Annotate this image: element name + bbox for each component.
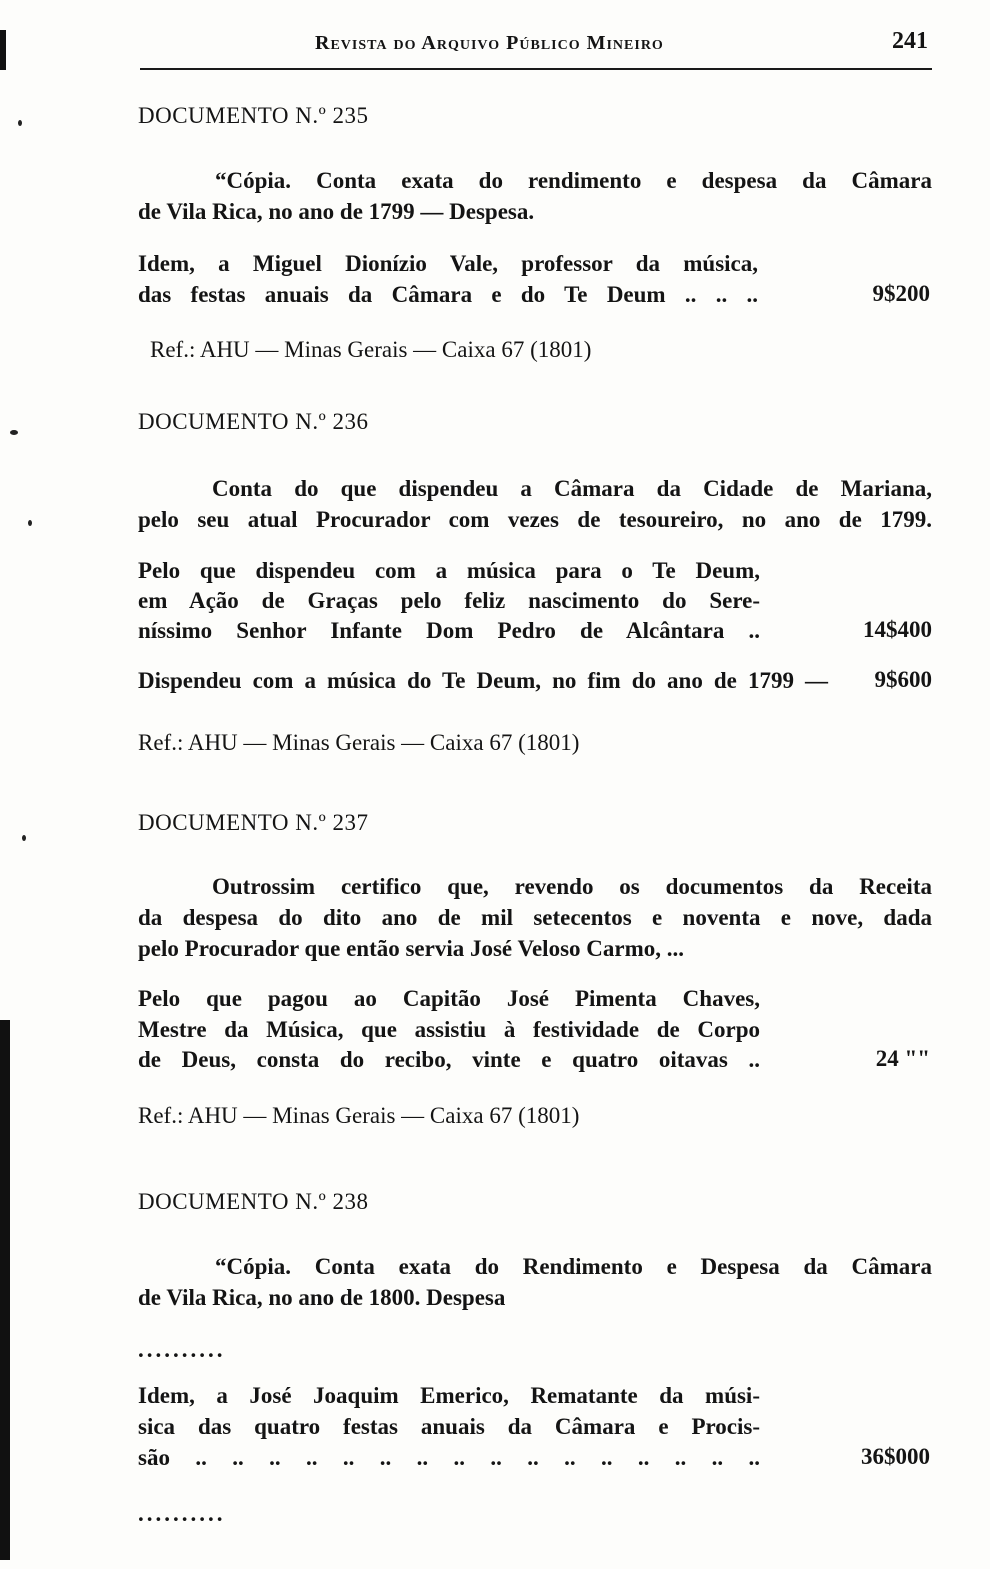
running-title: Revista do Arquivo Público Mineiro [315,32,664,54]
entry-amount: 9$600 [874,667,932,692]
document-intro-line: “Cópia. Conta exata do Rendimento e Despesa da Câmara [215,1254,932,1279]
document-intro-line: pelo Procurador que então servia José Veloso Carmo, ... [138,936,685,961]
scan-speck [22,835,26,841]
entry-amount: 14$400 [863,617,932,642]
entry-amount: 9$200 [872,281,930,306]
entry-line: sica das quatro festas anuais da Câmara e Procis- [138,1414,760,1439]
running-head [140,28,932,70]
scan-speck [10,430,18,435]
entry-line: Idem, a Miguel Dionízio Vale, professor da música, [138,251,758,276]
scan-edge-shadow [0,30,6,70]
page-number: 241 [892,28,928,54]
entry-line: de Deus, consta do recibo, vinte e quatro oitavas .. [138,1047,760,1072]
document-intro-line: “Cópia. Conta exata do rendimento e despesa da Câmara [215,168,932,193]
ellipsis-line: .......... [138,1337,226,1362]
entry-line: Pelo que dispendeu com a música para o Te Deum, [138,558,760,583]
entry-line: Idem, a José Joaquim Emerico, Rematante da músi- [138,1383,760,1408]
scan-edge-shadow [0,1020,10,1560]
entry-line: das festas anuais da Câmara e do Te Deum .. .. .. [138,282,758,307]
document-heading: DOCUMENTO N.º 237 [138,810,369,835]
entry-line: são .. .. .. .. .. .. .. .. .. .. .. .. .. .. .. .. [138,1445,760,1470]
entry-amount: 36$000 [861,1444,930,1469]
entry-line: Mestre da Música, que assistiu à festividade de Corpo [138,1017,760,1042]
entry-line: Pelo que pagou ao Capitão José Pimenta Chaves, [138,986,760,1011]
reference: Ref.: AHU — Minas Gerais — Caixa 67 (1801) [150,337,592,362]
document-heading: DOCUMENTO N.º 238 [138,1189,369,1214]
reference: Ref.: AHU — Minas Gerais — Caixa 67 (1801) [138,730,580,755]
entry-line: níssimo Senhor Infante Dom Pedro de Alcântara .. [138,618,760,643]
document-intro-line: de Vila Rica, no ano de 1799 — Despesa. [138,199,535,224]
entry-line: Dispendeu com a música do Te Deum, no fim do ano de 1799 — [138,668,828,693]
entry-amount: 24 "" [875,1046,930,1071]
entry-line: em Ação de Graças pelo feliz nascimento do Sere- [138,588,760,613]
scan-speck [28,520,32,526]
reference: Ref.: AHU — Minas Gerais — Caixa 67 (1801) [138,1103,580,1128]
document-intro-line: da despesa do dito ano de mil setecentos e noventa e nove, dada [138,905,932,930]
scan-speck [18,120,22,126]
document-intro-line: Conta do que dispendeu a Câmara da Cidade de Mariana, [212,476,932,501]
document-intro-line: Outrossim certifico que, revendo os documentos da Receita [212,874,932,899]
document-intro-line: pelo seu atual Procurador com vezes de tesoureiro, no ano de 1799. [138,507,932,532]
ellipsis-line: .......... [138,1501,226,1526]
document-heading: DOCUMENTO N.º 236 [138,409,369,434]
document-intro-line: de Vila Rica, no ano de 1800. Despesa [138,1285,506,1310]
document-heading: DOCUMENTO N.º 235 [138,103,369,128]
